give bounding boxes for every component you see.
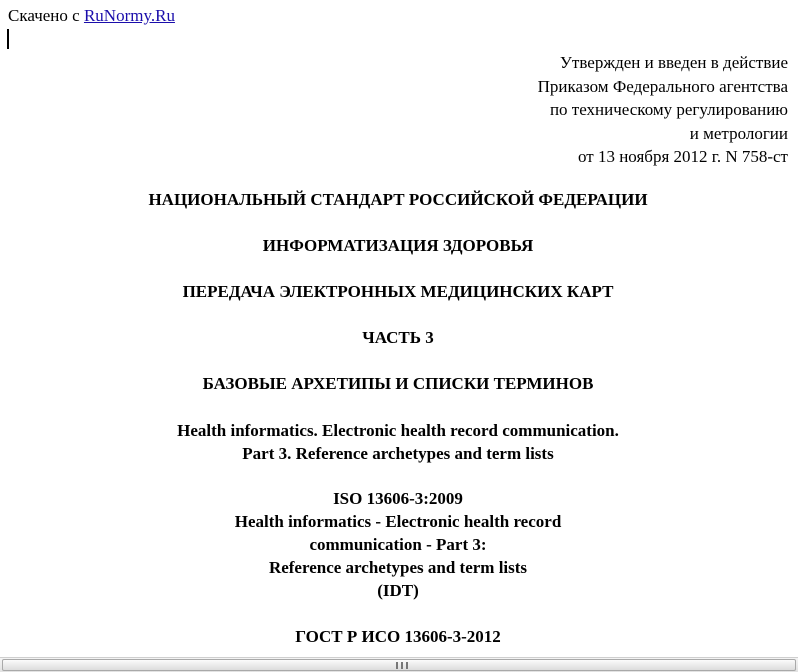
iso-line: Health informatics - Electronic health record xyxy=(234,512,562,531)
approval-line: Приказом Федерального агентства xyxy=(537,76,788,96)
archetypes-heading: БАЗОВЫЕ АРХЕТИПЫ И СПИСКИ ТЕРМИНОВ xyxy=(202,374,594,393)
runormy-link[interactable]: RuNormy.Ru xyxy=(83,6,175,25)
transfer-heading: ПЕРЕДАЧА ЭЛЕКТРОННЫХ МЕДИЦИНСКИХ КАРТ xyxy=(182,282,614,301)
horizontal-scrollbar[interactable] xyxy=(0,657,798,672)
iso-line: ISO 13606-3:2009 xyxy=(333,489,463,508)
gost-number: ГОСТ Р ИСО 13606-3-2012 xyxy=(295,627,501,646)
text-cursor xyxy=(7,29,9,49)
english-title-line: Part 3. Reference archetypes and term lists xyxy=(242,444,554,463)
english-title xyxy=(0,419,796,465)
scrollbar-thumb[interactable] xyxy=(2,659,796,671)
english-title-line: Health informatics. Electronic health record communication. xyxy=(177,421,619,440)
approval-line: и метрологии xyxy=(689,123,788,143)
national-standard-heading: НАЦИОНАЛЬНЫЙ СТАНДАРТ РОССИЙСКОЙ ФЕДЕРАЦИИ xyxy=(148,190,648,209)
iso-block xyxy=(0,487,796,602)
approval-line: по техническому регулированию xyxy=(549,100,788,119)
iso-line: Reference archetypes and term lists xyxy=(268,558,528,577)
source-prefix: Скачено с xyxy=(8,6,80,25)
informatization-heading: ИНФОРМАТИЗАЦИЯ ЗДОРОВЬЯ xyxy=(262,236,534,255)
iso-line: (IDT) xyxy=(377,581,419,600)
source-line xyxy=(8,6,175,26)
approval-block xyxy=(538,51,788,169)
part-heading: ЧАСТЬ 3 xyxy=(362,328,434,347)
iso-line: communication - Part 3: xyxy=(309,535,487,554)
approval-line: от 13 ноября 2012 г. N 758-ст xyxy=(578,147,788,166)
grip-icon xyxy=(396,662,408,669)
approval-line: Утвержден и введен в действие xyxy=(559,53,788,72)
